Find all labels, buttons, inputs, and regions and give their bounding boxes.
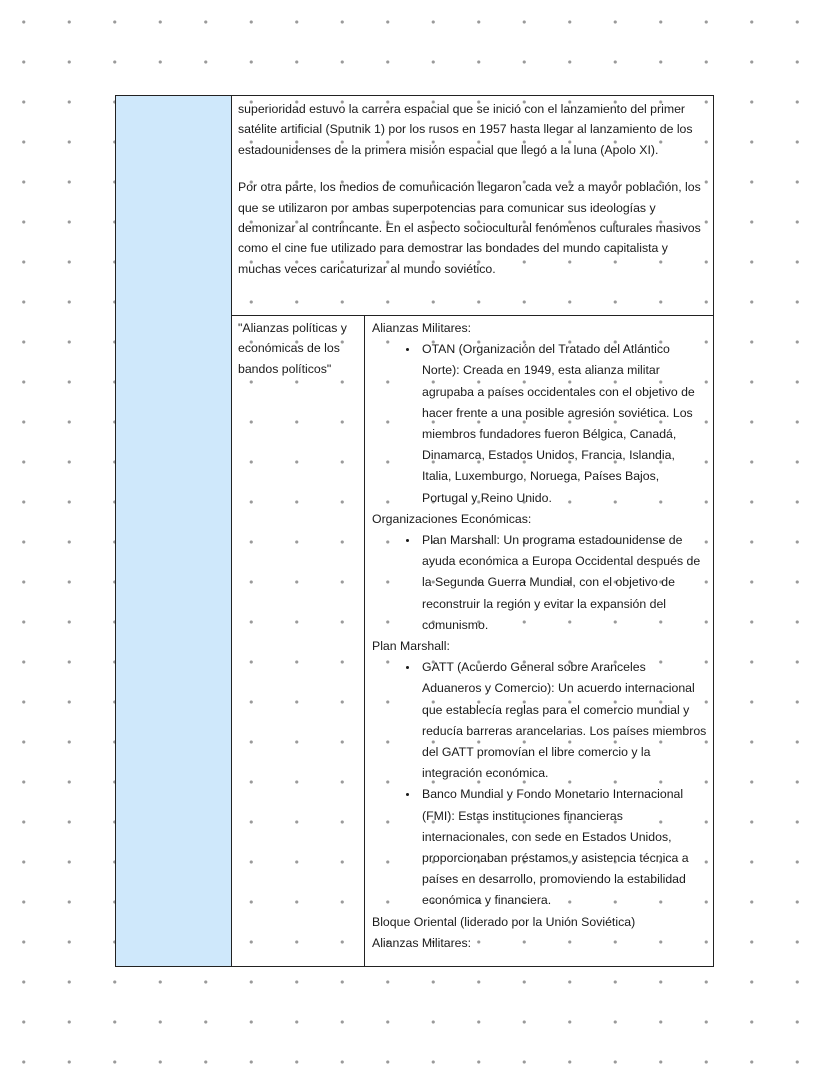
bullet-list [372, 657, 707, 911]
bullet-list [372, 530, 707, 636]
list-item: • Plan Marshall: Un programa estadounidense de ayuda económica a Europa Occidental después de la Segunda Guerra Mundial, con el objetivo de reconstruir la región y evitar la expansión del comunismo. [419, 530, 707, 636]
row-label-cell [232, 316, 365, 966]
list-item: • Banco Mundial y Fondo Monetario Internacional (FMI): Estas instituciones financieras internacionales, con sede en Estados Unidos, proporcionaban préstamos y asistencia técnica a países en desarrollo, promoviendo la estabilidad económica y financiera. [419, 784, 707, 911]
eastern-bloc-heading: Bloque Oriental (liderado por la Unión Soviética) [372, 914, 636, 929]
media-paragraph: Por otra parte, los medios de comunicación llegaron cada vez a mayor población, los que se utilizaron por ambas superpotencias para comunicar sus ideologías y demonizar al contrincante. En el aspecto sociocultural fenómenos culturales masivos como el cine fue utilizado para demostrar las bondades del mundo capitalista y muchas veces caricaturizar al mundo soviético. [238, 180, 701, 276]
section-heading: Organizaciones Económicas: [372, 511, 532, 526]
notes-table [115, 95, 714, 967]
intro-cell [232, 96, 713, 316]
list-item: • GATT (Acuerdo General sobre Aranceles Aduaneros y Comercio): Un acuerdo internacional que establecía reglas para el comercio mundial y reducía barreras arancelarias. Los países miembros del GATT promovían el libre comercio y la integración económica. [419, 657, 707, 784]
highlight-column [116, 96, 232, 966]
row-label: "Alianzas políticas y económicas de los bandos políticos" [238, 321, 347, 376]
section-economic [372, 509, 707, 636]
section-heading: Plan Marshall: [372, 639, 450, 654]
alliances-content-cell [365, 316, 713, 966]
section-marshall [372, 636, 707, 912]
space-race-paragraph: superioridad estuvo la carrera espacial que se inició con el lanzamiento del primer satélite artificial (Sputnik 1) por los rusos en 1957 hasta llegar al lanzamiento de los estadounidenses de la primera misión espacial que llegó a la luna (Apolo XI). [238, 102, 693, 157]
bullet-list [372, 339, 707, 509]
military-alliances-heading: Alianzas Militares: [372, 935, 472, 950]
list-item: • OTAN (Organización del Tratado del Atlántico Norte): Creada en 1949, esta alianza militar agrupaba a países occidentales con el objetivo de hacer frente a una posible agresión soviética. Los miembros fundadores fueron Bélgica, Canadá, Dinamarca, Estados Unidos, Francia, Islandia, Italia, Luxemburgo, Noruega, Países Bajos, Portugal y Reino Unido. [419, 339, 707, 509]
section-heading: Alianzas Militares: [372, 321, 472, 335]
section-military [372, 318, 707, 509]
